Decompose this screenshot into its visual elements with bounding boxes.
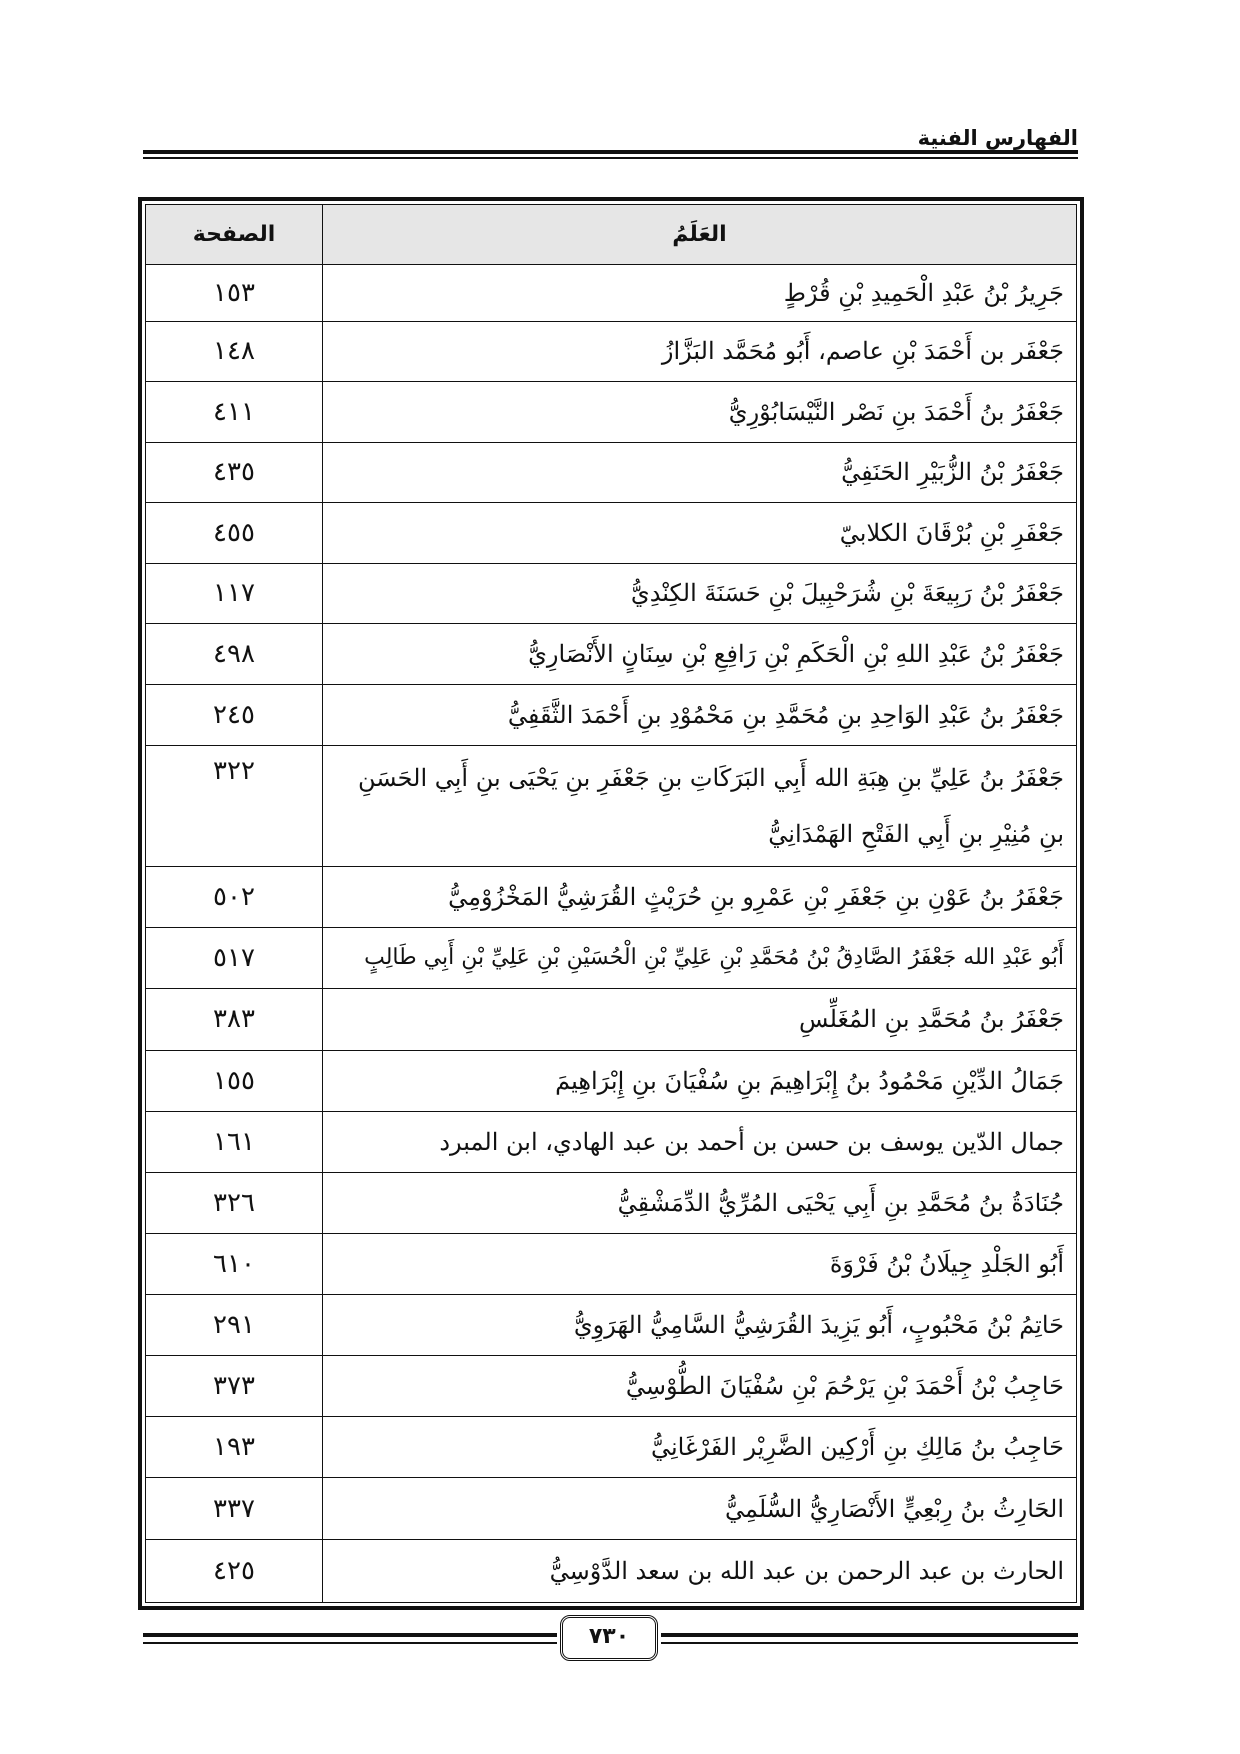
table-row: [146, 1050, 1077, 1111]
table-row: [146, 745, 1077, 867]
entry-page: ٤٣٥: [146, 443, 323, 503]
entry-name: جَعْفَرُ بْنُ عَبْدِ اللهِ بْنِ الْحَكَمِ بْنِ رَافِعِ بْنِ سِنَانٍ الأَنْصَارِيُّ: [323, 624, 1077, 685]
entry-name: جَعْفَرُ بنُ مُحَمَّدِ بنِ المُغَلِّسِ: [323, 988, 1077, 1050]
entry-page: ٤٢٥: [146, 1540, 323, 1603]
entry-page: ٣٨٣: [146, 988, 323, 1050]
entry-name: جَعْفَرُ بنُ عَلِيِّ بنِ هِبَةِ الله أَبِي البَرَكَاتِ بنِ جَعْفَرِ بنِ يَحْيَى بنِ أَبِي الحَسَنِ بنِ مُنِيْرِ بنِ أَبِي الفَتْحِ الهَمْدَانِيُّ: [323, 745, 1077, 867]
entry-page: ٢٤٥: [146, 685, 323, 746]
entry-name: حَاتِمُ بْنُ مَحْبُوبٍ، أَبُو يَزِيدَ القُرَشِيُّ السَّامِيُّ الهَرَوِيُّ: [323, 1294, 1077, 1355]
footer-rule-thick-right: [661, 1633, 1078, 1637]
entry-name: جُنَادَةُ بنُ مُحَمَّدِ بنِ أَبِي يَحْيَى المُرِّيُّ الدِّمَشْقِيُّ: [323, 1173, 1077, 1234]
index-table: [145, 204, 1077, 1603]
entry-page: ٥١٧: [146, 928, 323, 989]
entry-name: الحَارِثُ بنُ رِبْعِيٍّ الأَنْصَارِيُّ السُّلَمِيُّ: [323, 1478, 1077, 1540]
entry-name: حَاجِبُ بْنُ أَحْمَدَ بْنِ يَرْحُمَ بْنِ سُفْيَانَ الطُّوْسِيُّ: [323, 1355, 1077, 1417]
table-row: [146, 1173, 1077, 1234]
index-table-frame: [138, 197, 1084, 1610]
table-row: [146, 1294, 1077, 1355]
footer-rule-thin-left: [143, 1642, 557, 1644]
table-row: [146, 502, 1077, 563]
entry-name: الحارث بن عبد الرحمن بن عبد الله بن سعد الدَّوْسِيُّ: [323, 1540, 1077, 1603]
entry-name: جَعْفَرُ بْنُ الزُّبَيْرِ الحَنَفِيُّ: [323, 443, 1077, 503]
header-rule-thick: [143, 150, 1078, 154]
entry-name: جمال الدّين يوسف بن حسن بن أحمد بن عبد الهادي، ابن المبرد: [323, 1111, 1077, 1173]
entry-name: جَعْفَرُ بنُ عَوْنِ بنِ جَعْفَرِ بْنِ عَمْرِو بنِ حُرَيْثٍ القُرَشِيُّ المَخْزُوْمِيُّ: [323, 867, 1077, 928]
table-row: [146, 624, 1077, 685]
entry-page: ٣٣٧: [146, 1478, 323, 1540]
column-header-name: العَلَمُ: [323, 205, 1077, 265]
entry-name: أَبُو عَبْدِ الله جَعْفَرُ الصَّادِقُ بْنُ مُحَمَّدِ بْنِ عَلِيِّ بْنِ الْحُسَيْنِ بْنِ عَلِيِّ بْنِ أَبِي طَالِبٍ: [323, 928, 1077, 989]
entry-name: أَبُو الجَلْدِ جِيلَانُ بْنُ فَرْوَةَ: [323, 1234, 1077, 1295]
entry-page: ٥٠٢: [146, 867, 323, 928]
table-row: [146, 1417, 1077, 1478]
entry-page: ١٤٨: [146, 321, 323, 382]
entry-page: ٢٩١: [146, 1294, 323, 1355]
entry-page: ٤٩٨: [146, 624, 323, 685]
table-row: [146, 1355, 1077, 1417]
entry-name: جَرِيرُ بْنُ عَبْدِ الْحَمِيدِ بْنِ قُرْطٍ: [323, 265, 1077, 322]
table-row: [146, 563, 1077, 624]
footer-rule-thin-right: [661, 1642, 1078, 1644]
entry-page: ١١٧: [146, 563, 323, 624]
table-row: [146, 1478, 1077, 1540]
entry-page: ٤٥٥: [146, 502, 323, 563]
entry-page: ٣٧٣: [146, 1355, 323, 1417]
entry-page: ٦١٠: [146, 1234, 323, 1295]
table-row: [146, 1234, 1077, 1295]
table-header-row: [146, 205, 1077, 265]
header-rule-thin: [143, 157, 1078, 159]
footer-rule-thick-left: [143, 1633, 557, 1637]
table-row: [146, 928, 1077, 989]
entry-name: جَعْفَرُ بنُ أَحْمَدَ بنِ نَصْر النَّيْسَابُوْرِيُّ: [323, 382, 1077, 443]
table-row: [146, 382, 1077, 443]
entry-name: جَعْفَرُ بنُ عَبْدِ الوَاحِدِ بنِ مُحَمَّدِ بنِ مَحْمُوْدِ بنِ أَحْمَدَ الثَّقَفِيُّ: [323, 685, 1077, 746]
entry-page: ٣٢٢: [146, 745, 323, 867]
entry-page: ١٥٣: [146, 265, 323, 322]
entry-page: ١٩٣: [146, 1417, 323, 1478]
page-number: ٧٣٠: [560, 1615, 658, 1661]
table-row: [146, 1111, 1077, 1173]
entry-name: جَعْفَرِ بْنِ بُرْقَانَ الكلابيّ: [323, 502, 1077, 563]
table-row: [146, 265, 1077, 322]
running-header-title: الفهارس الفنية: [917, 126, 1078, 150]
table-row: [146, 443, 1077, 503]
entry-page: ٤١١: [146, 382, 323, 443]
entry-name: جَعْفَرُ بْنُ رَبِيعَةَ بْنِ شُرَحْبِيلَ بْنِ حَسَنَةَ الكِنْدِيُّ: [323, 563, 1077, 624]
entry-name: جَمَالُ الدِّيْنِ مَحْمُودُ بنُ إِبْرَاهِيمَ بنِ سُفْيَانَ بنِ إِبْرَاهِيمَ: [323, 1050, 1077, 1111]
entry-page: ١٦١: [146, 1111, 323, 1173]
table-row: [146, 685, 1077, 746]
table-row: [146, 867, 1077, 928]
column-header-page: الصفحة: [146, 205, 323, 265]
table-row: [146, 1540, 1077, 1603]
entry-name: حَاجِبُ بنُ مَالِكِ بنِ أَرْكِين الضَّرِيْر الفَرْغَانِيُّ: [323, 1417, 1077, 1478]
entry-page: ٣٢٦: [146, 1173, 323, 1234]
table-row: [146, 321, 1077, 382]
entry-page: ١٥٥: [146, 1050, 323, 1111]
table-row: [146, 988, 1077, 1050]
entry-name: جَعْفَر بن أَحْمَدَ بْنِ عاصم، أَبُو مُحَمَّد البَزَّازُ: [323, 321, 1077, 382]
